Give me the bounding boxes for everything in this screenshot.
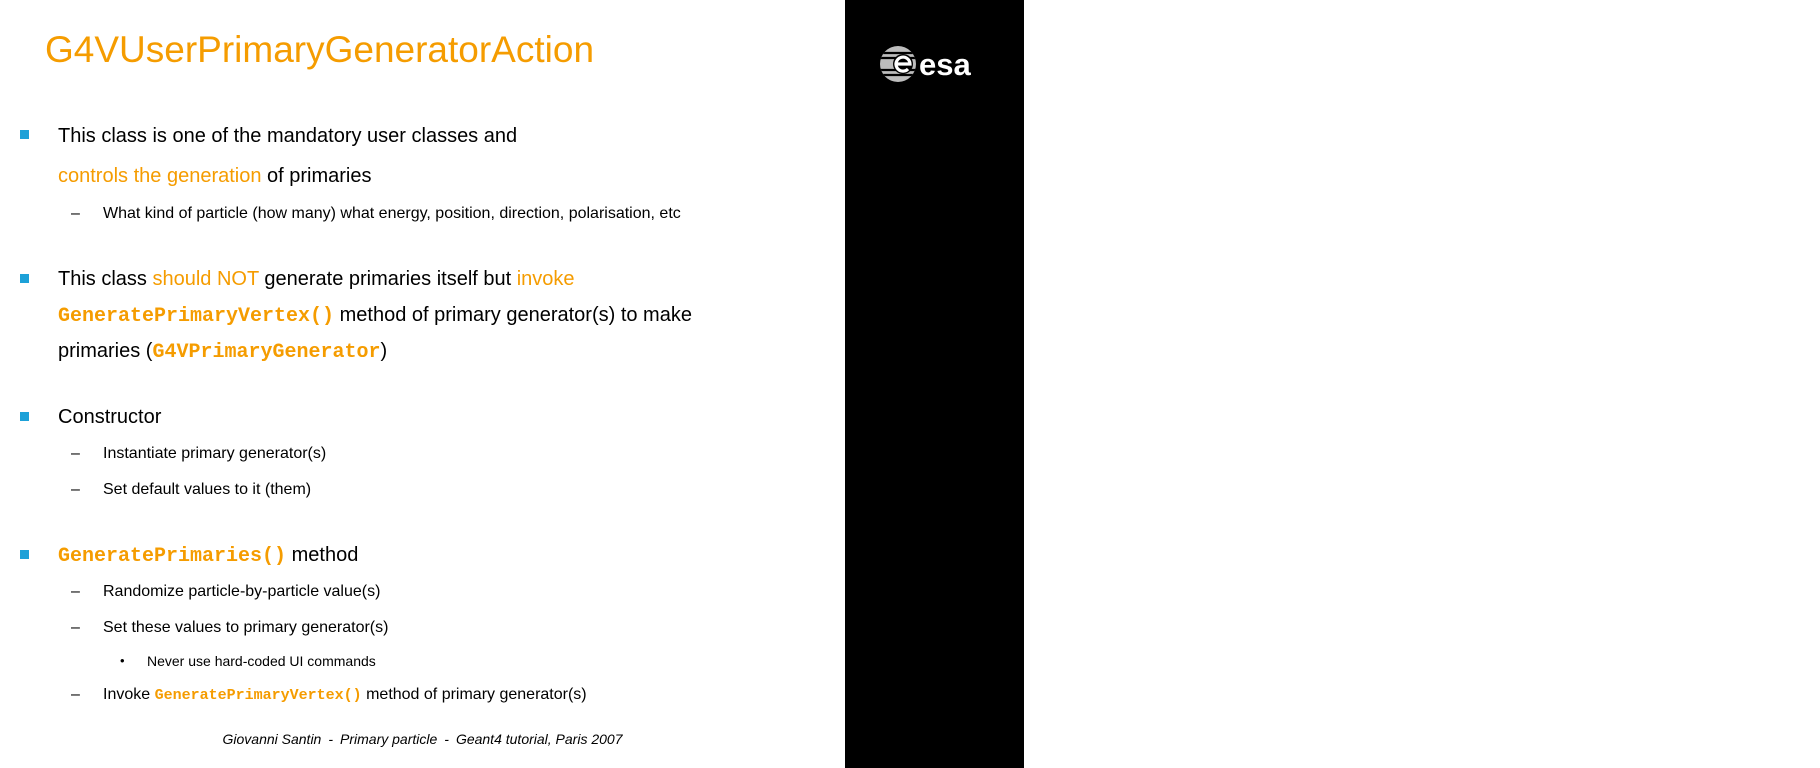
dash-marker: – [71, 583, 80, 600]
body-text: method of primary generator(s) to make [334, 304, 692, 326]
bullet-2-line-1 [58, 267, 575, 291]
dot-marker: • [120, 653, 125, 668]
bullet-1-line-1: This class is one of the mandatory user classes and [58, 125, 518, 147]
bullet-2-line-3 [58, 339, 387, 365]
bullet-square-icon [20, 550, 29, 559]
dash-marker: – [71, 686, 80, 703]
bullet-square-icon [20, 412, 29, 421]
footer-topic: Primary particle [340, 731, 438, 747]
bullet-square-icon [20, 130, 29, 139]
body-text: Invoke [103, 686, 155, 703]
body-text: method [286, 544, 359, 566]
code-text: G4VPrimaryGenerator [152, 341, 381, 364]
body-text: generate primaries itself but [258, 268, 517, 290]
bullet-3-subitem-1: Instantiate primary generator(s) [103, 445, 327, 462]
slide-content [0, 0, 845, 768]
slide-footer [0, 731, 845, 747]
bullet-1-subitem: What kind of particle (how many) what energy, position, direction, polarisation, etc [103, 205, 681, 222]
code-text: GeneratePrimaryVertex() [58, 305, 335, 328]
body-text: This class [58, 268, 153, 290]
esa-globe-icon [879, 45, 917, 83]
bullet-3-label: Constructor [58, 406, 162, 428]
footer-separator: - [328, 731, 334, 747]
footer-event: Geant4 tutorial, Paris 2007 [455, 731, 623, 747]
bullet-4-subsubitem: Never use hard-coded UI commands [147, 653, 376, 669]
highlight-text: should NOT [152, 268, 259, 290]
body-text: method of primary generator(s) [361, 686, 587, 703]
highlight-text: invoke [516, 268, 575, 290]
dash-marker: – [71, 205, 80, 222]
code-text: GeneratePrimaries() [58, 545, 287, 568]
page-number: 5 [1791, 731, 1799, 747]
esa-logo [879, 42, 971, 86]
bullet-2-line-2 [58, 303, 692, 329]
dash-marker: – [71, 481, 80, 498]
bullet-square-icon [20, 274, 29, 283]
slide-title: G4VUserPrimaryGeneratorAction [45, 29, 595, 70]
bullet-4-subitem-1: Randomize particle-by-particle value(s) [103, 583, 381, 600]
sidebar [845, 0, 1799, 768]
dash-marker: – [71, 619, 80, 636]
bullet-4-label [58, 543, 358, 569]
bullet-1-line-2 [58, 164, 372, 188]
esa-wordmark: esa [919, 46, 971, 82]
highlight-text: controls the generation [58, 165, 262, 187]
bullet-4-subitem-3 [103, 685, 587, 706]
bullet-4-subitem-2: Set these values to primary generator(s) [103, 619, 389, 636]
body-text: of primaries [261, 165, 372, 187]
code-text: GeneratePrimaryVertex() [154, 687, 362, 704]
footer-separator: - [444, 731, 449, 747]
dash-marker: – [71, 445, 80, 462]
body-text: primaries ( [58, 340, 153, 362]
body-text: ) [380, 340, 388, 362]
bullet-3-subitem-2: Set default values to it (them) [103, 481, 312, 498]
footer-author: Giovanni Santin [222, 731, 322, 747]
